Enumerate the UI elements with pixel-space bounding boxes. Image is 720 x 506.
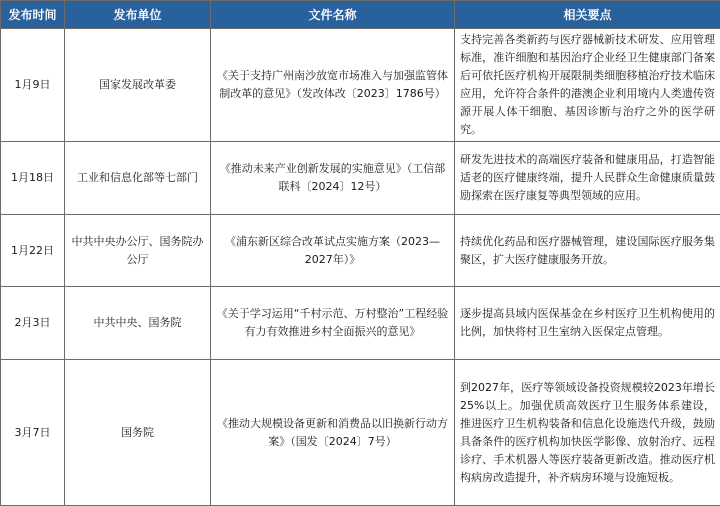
table-row	[1, 360, 720, 506]
row-unit: 工业和信息化部等七部门	[65, 142, 211, 215]
row-unit: 国家发展改革委	[65, 29, 211, 142]
header-date: 发布时间	[1, 1, 65, 29]
row-points: 研发先进技术的高端医疗装备和健康用品，打造智能适老的医疗健康终端，提升人民群众生命健康质量鼓励探索在医疗康复等典型领域的应用。	[455, 142, 720, 215]
row-date: 2月3日	[1, 287, 65, 360]
row-date: 1月22日	[1, 215, 65, 287]
row-points: 持续优化药品和医疗器械管理，建设国际医疗服务集聚区，扩大医疗健康服务开放。	[455, 215, 720, 287]
row-date: 1月18日	[1, 142, 65, 215]
row-doc: 《关于学习运用“千村示范、万村整治”工程经验有力有效推进乡村全面振兴的意见》	[211, 287, 455, 360]
table-header-row	[1, 1, 720, 29]
header-doc: 文件名称	[211, 1, 455, 29]
row-doc: 《推动未来产业创新发展的实施意见》（工信部联科〔2024〕12号）	[211, 142, 455, 215]
row-date: 3月7日	[1, 360, 65, 506]
row-points: 支持完善各类新药与医疗器械新技术研发、应用管理标准，准许细胞和基因治疗企业经卫生健康部门备案后可依托医疗机构开展限制类细胞移植治疗技术临床应用，允许符合条件的港澳企业利用境内人类遗传资源开展人体干细胞、基因诊断与治疗之外的医学研究。	[455, 29, 720, 142]
header-unit: 发布单位	[65, 1, 211, 29]
row-points: 逐步提高县域内医保基金在乡村医疗卫生机构使用的比例，加快将村卫生室纳入医保定点管理。	[455, 287, 720, 360]
table-row	[1, 215, 720, 287]
table-row	[1, 29, 720, 142]
table-row	[1, 287, 720, 360]
row-unit: 中共中央办公厅、国务院办公厅	[65, 215, 211, 287]
row-date: 1月9日	[1, 29, 65, 142]
header-points: 相关要点	[455, 1, 720, 29]
row-doc: 《推动大规模设备更新和消费品以旧换新行动方案》（国发〔2024〕7号）	[211, 360, 455, 506]
row-doc: 《关于支持广州南沙放宽市场准入与加强监管体制改革的意见》（发改体改〔2023〕1786号）	[211, 29, 455, 142]
row-unit: 中共中央、国务院	[65, 287, 211, 360]
row-points: 到2027年，医疗等领域设备投资规模较2023年增长25%以上。加强优质高效医疗卫生服务体系建设，推进医疗卫生机构装备和信息化设施迭代升级，鼓励具备条件的医疗机构加快医学影像、放射治疗、远程诊疗、手术机器人等医疗装备更新改造。推动医疗机构病房改造提升，补齐病房环境与设施短板。	[455, 360, 720, 506]
row-unit: 国务院	[65, 360, 211, 506]
table-row	[1, 142, 720, 215]
row-doc: 《浦东新区综合改革试点实施方案（2023—2027年）》	[211, 215, 455, 287]
